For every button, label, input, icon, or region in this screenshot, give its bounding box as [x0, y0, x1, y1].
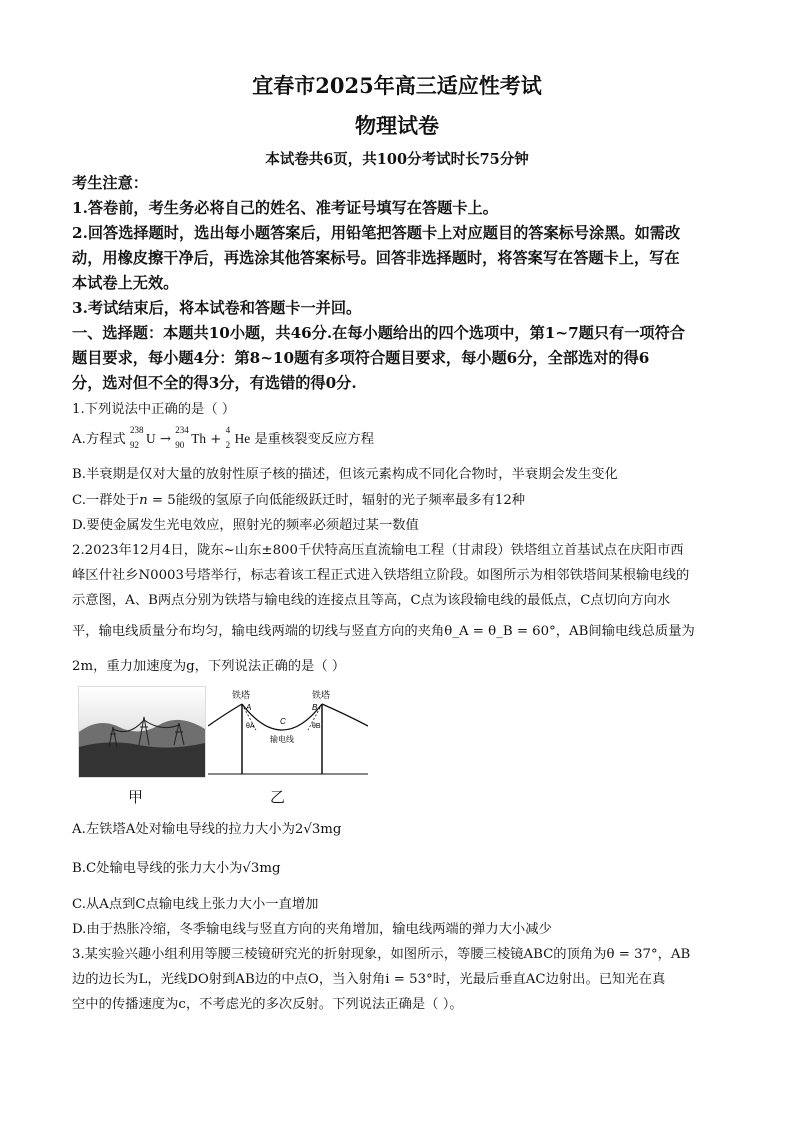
q2-option-d: D.由于热胀冷缩，冬季输电线与竖直方向的夹角增加，输电线两端的弹力大小减少: [72, 922, 552, 937]
tower-a-label: 铁塔: [232, 690, 251, 700]
q2-line-1: 2.2023年12月4日，陇东~山东±800千伏特高压直流输电工程（甘肃段）铁塔组立首基试点在庆阳市西: [72, 543, 684, 558]
q2-line-5: 2m，重力加速度为g，下列说法正确的是（ ）: [72, 659, 346, 674]
section-line-1: 一、选择题：本题共10小题，共46分.在每小题给出的四个选项中，第1~7题只有一项符合: [72, 324, 685, 342]
q2-option-c: C.从A点到C点输电线上张力大小一直增加: [72, 897, 319, 912]
reaction-arrow: →: [159, 432, 171, 447]
notice-line-2: 2.回答选择题时，选出每小题答案后，用铅笔把答题卡上对应题目的答案标号涂黑。如需改: [72, 224, 681, 242]
svg-text:A: A: [246, 703, 252, 712]
photo-transmission-towers: [78, 686, 206, 778]
exam-info: 本试卷共6页，共100分考试时长75分钟: [265, 151, 529, 168]
q1-option-a: [72, 425, 724, 450]
figure-caption-jia: 甲: [128, 788, 144, 806]
helium-nuclide: 4 2 He: [225, 425, 251, 450]
svg-text:输电线: 输电线: [270, 735, 294, 744]
q3-line-3: 空中的传播速度为c，不考虑光的多次反射。下列说法正确是（ ）。: [72, 997, 463, 1012]
q1-a-suffix: 是重核裂变反应方程: [254, 432, 375, 447]
q1-option-b: B.半衰期是仅对大量的放射性原子核的描述，但该元素构成不同化合物时，半衰期会发生变化: [72, 467, 618, 482]
q2-option-a: A.左铁塔A处对输电导线的拉力大小为2√3mg: [72, 822, 342, 837]
exam-title: 宜春市2025年高三适应性考试: [252, 73, 542, 98]
uranium-nuclide: 238 92 U: [129, 425, 156, 450]
q3-line-1: 3.某实验兴趣小组利用等腰三棱镜研究光的折射现象，如图所示，等腰三棱镜ABC的顶角为θ = 37°，AB: [72, 947, 691, 962]
q2-line-4: 平，输电线质量分布均匀，输电线两端的切线与竖直方向的夹角θ_A = θ_B = 60°，AB间输电线总质量为: [72, 624, 695, 639]
thorium-nuclide: 234 90 Th: [175, 425, 206, 450]
figure-caption-yi: 乙: [270, 788, 286, 806]
q1-stem: 1.下列说法中正确的是（ ）: [72, 402, 236, 417]
svg-text:θB: θB: [312, 723, 321, 730]
notice-line-3: 动，用橡皮擦干净后，再选涂其他答案标号。回答非选择题时，将答案写在答题卡上，写在: [72, 249, 680, 267]
subject-title: 物理试卷: [355, 113, 439, 138]
svg-text:C: C: [280, 717, 286, 726]
notice-line-5: 3.考试结束后，将本试卷和答题卡一并回。: [72, 299, 362, 317]
q3-line-2: 边的边长为L，光线DO射到AB边的中点O，当入射角i = 53°时，光最后垂直AC边射出。已知光在真: [72, 972, 666, 987]
q2-line-3: 示意图，A、B两点分别为铁塔与输电线的连接点且等高，C点为该段输电线的最低点，C点切向方向水: [72, 593, 671, 608]
svg-text:B: B: [312, 703, 318, 712]
tower-b-label: 铁塔: [312, 690, 331, 700]
q2-option-b: B.C处输电导线的张力大小为√3mg: [72, 861, 281, 876]
q1-a-prefix: A.方程式: [72, 432, 126, 447]
notice-line-4: 本试卷上无效。: [72, 274, 179, 292]
q1-option-d: D.要使金属发生光电效应，照射光的频率必须超过某一数值: [72, 518, 419, 533]
section-line-2: 题目要求，每小题4分：第8~10题有多项符合题目要求，每小题6分，全部选对的得6: [72, 349, 650, 367]
svg-text:θA: θA: [246, 723, 255, 730]
section-line-3: 分，选对但不全的得3分，有选错的得0分.: [72, 374, 357, 392]
notice-heading: 考生注意：: [72, 174, 148, 192]
notice-line-1: 1.答卷前，考生务必将自己的姓名、准考证号填写在答题卡上。: [72, 199, 498, 217]
q2-line-2: 峰区什社乡N0003号塔举行，标志着该工程正式进入铁塔组立阶段。如图所示为相邻铁塔间某根输电线的: [72, 568, 690, 583]
schematic-power-line: [208, 686, 368, 776]
q1-option-c: C.一群处于n = 5能级的氢原子向低能级跃迁时，辐射的光子频率最多有12种: [72, 493, 526, 508]
plus-sign: +: [210, 432, 222, 447]
